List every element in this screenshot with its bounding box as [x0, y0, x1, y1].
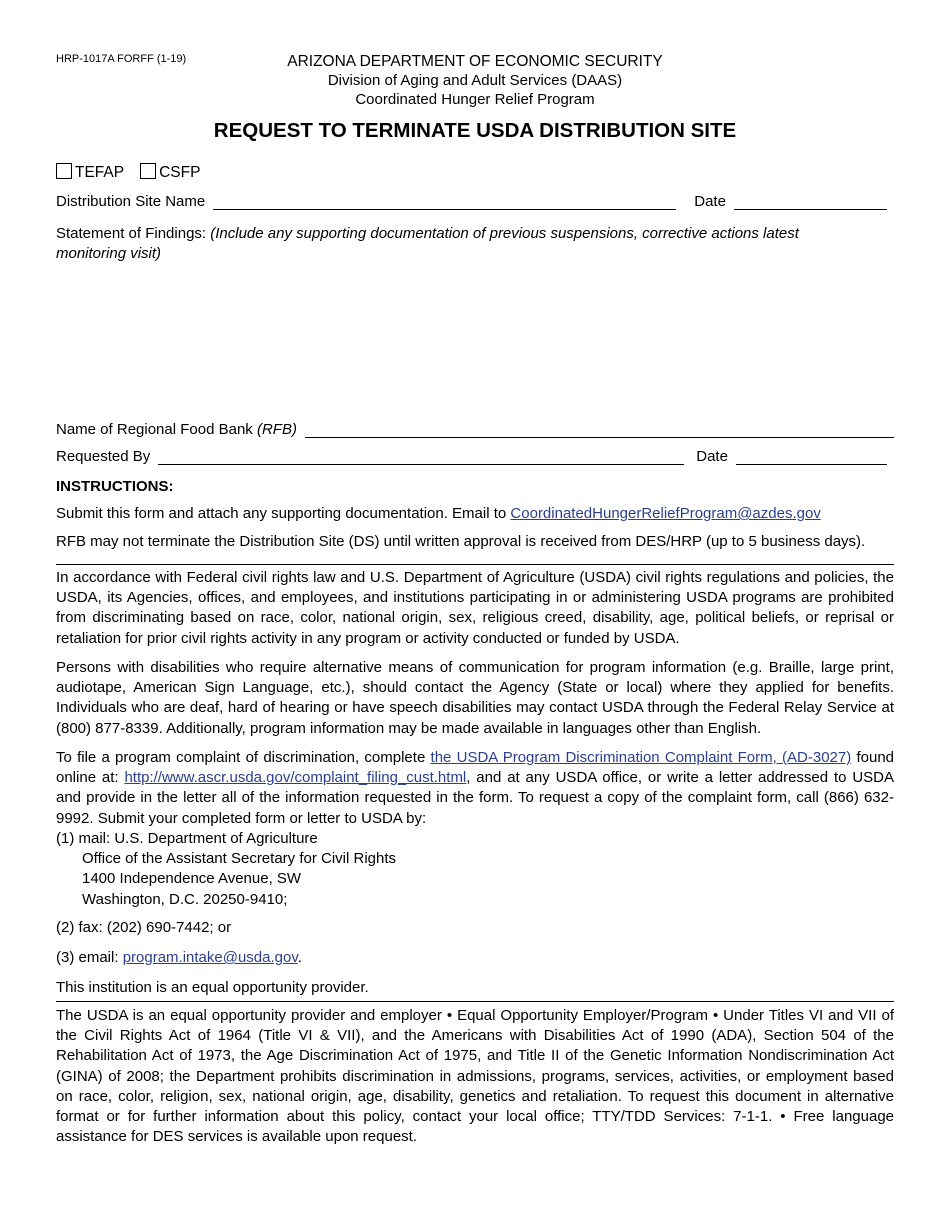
statement-of-findings: [56, 224, 856, 264]
complaint-url-link[interactable]: http://www.ascr.usda.gov/complaint_filing_cust.html: [124, 769, 467, 787]
agency-header: [0, 52, 950, 109]
divider: [56, 564, 894, 565]
csfp-option[interactable]: [140, 164, 200, 182]
division-name: Division of Aging and Adult Services (DAAS): [327, 72, 623, 89]
complaint-form-link[interactable]: the USDA Program Discrimination Complaint Form, (AD-3027): [430, 749, 852, 766]
form-id: HRP-1017A FORFF (1-19): [56, 53, 187, 65]
program-checkboxes: [56, 164, 216, 182]
requested-by-label: Requested By: [56, 448, 151, 465]
equal-opportunity-line: This institution is an equal opportunity provider.: [56, 979, 369, 996]
mail-line-4: Washington, D.C. 20250-9410;: [82, 890, 288, 908]
program-intake-email-link[interactable]: program.intake@usda.gov: [122, 949, 298, 966]
date-label: Date: [694, 193, 726, 210]
date-field[interactable]: [734, 193, 887, 210]
mail-line-1: (1) mail: U.S. Department of Agriculture: [56, 830, 318, 847]
instructions-heading: INSTRUCTIONS:: [56, 478, 174, 495]
instructions-line2: RFB may not terminate the Distribution Site (DS) until written approval is received from DES/HRP (up to 5 business days).: [56, 533, 866, 550]
csfp-label: CSFP: [159, 164, 201, 181]
date2-label: Date: [696, 448, 728, 465]
fax-line: (2) fax: (202) 690-7442; or: [56, 919, 232, 936]
statement-note: (Include any supporting documentation of previous suspensions, corrective actions latest monitoring visit): [56, 225, 799, 262]
civil-rights-para2: Persons with disabilities who require alternative means of communication for program information (e.g. Braille, large print, audiotape, American Sign Language, etc.), should contact the Agency (State or local) where they applied for benefits. Individuals who are deaf, hard of hearing or have speech disabilities may contact USDA through the Federal Relay Service at (800) 877-8339. Additionally, program information may be made available in languages other than English.: [56, 659, 894, 737]
site-name-row: [56, 193, 894, 210]
mail-line-3: 1400 Independence Avenue, SW: [82, 870, 302, 888]
rfb-row: [56, 421, 894, 438]
program-name: Coordinated Hunger Relief Program: [355, 91, 595, 108]
coordinated-hunger-email-link[interactable]: CoordinatedHungerReliefProgram@azdes.gov: [510, 505, 821, 522]
tefap-option[interactable]: [56, 164, 124, 182]
mail-line-2: Office of the Assistant Secretary for Civil Rights: [82, 850, 397, 868]
instructions-line1: Submit this form and attach any supporting documentation. Email to CoordinatedHungerReliefProgram@azdes.gov: [56, 505, 821, 522]
rfb-field[interactable]: [305, 421, 894, 438]
requested-by-row: [56, 448, 894, 465]
rfb-label: Name of Regional Food Bank (RFB): [56, 421, 297, 438]
requested-by-field[interactable]: [158, 448, 684, 465]
mail-address: [56, 829, 894, 910]
civil-rights-para1: In accordance with Federal civil rights law and U.S. Department of Agriculture (USDA) civil rights regulations and policies, the USDA, its Agencies, offices, and employees, and institutions participating in or administering USDA programs are prohibited from discriminating based on race, color, national origin, sex, religious creed, disability, age, political beliefs, or reprisal or retaliation for prior civil rights activity in any program or activity conducted or funded by USDA.: [56, 569, 894, 647]
tefap-checkbox[interactable]: [56, 163, 72, 179]
agency-name: ARIZONA DEPARTMENT OF ECONOMIC SECURITY: [287, 53, 663, 70]
site-name-label: Distribution Site Name: [56, 193, 206, 210]
civil-rights-para3: To file a program complaint of discrimination, complete the USDA Program Discrimination Complaint Form, (AD-3027) found online at: http://www.ascr.usda.gov/complaint_filing_cust.html, and at any USDA office, or write a letter addressed to USDA and provide in the letter all of the information requested in the form. To request a copy of the complaint form, call (866) 632-9992. Submit your completed form or letter to USDA by:: [56, 749, 895, 827]
email-line: (3) email: program.intake@usda.gov.: [56, 949, 302, 966]
page-title: REQUEST TO TERMINATE USDA DISTRIBUTION SITE: [213, 119, 737, 142]
site-name-field[interactable]: [213, 193, 676, 210]
footer-notice: The USDA is an equal opportunity provider and employer • Equal Opportunity Employer/Program • Under Titles VI and VII of the Civil Rights Act of 1964 (Title VI & VII), and the Americans with Disabilities Act of 1990 (ADA), Section 504 of the Rehabilitation Act of 1973, the Age Discrimination Act of 1975, and Title II of the Genetic Information Nondiscrimination Act (GINA) of 2008; the Department prohibits discrimination in admissions, programs, services, activities, or employment based on race, color, religion, sex, national origin, age, disability, genetics and retaliation. To request this document in alternative format or for further information about this policy, contact your local office; TTY/TDD Services: 7-1-1. • Free language assistance for DES services is available upon request.: [56, 1007, 894, 1146]
tefap-label: TEFAP: [75, 164, 125, 181]
date2-field[interactable]: [736, 448, 887, 465]
csfp-checkbox[interactable]: [140, 163, 156, 179]
statement-label: Statement of Findings:: [56, 225, 211, 242]
footer-divider: [56, 1001, 894, 1002]
